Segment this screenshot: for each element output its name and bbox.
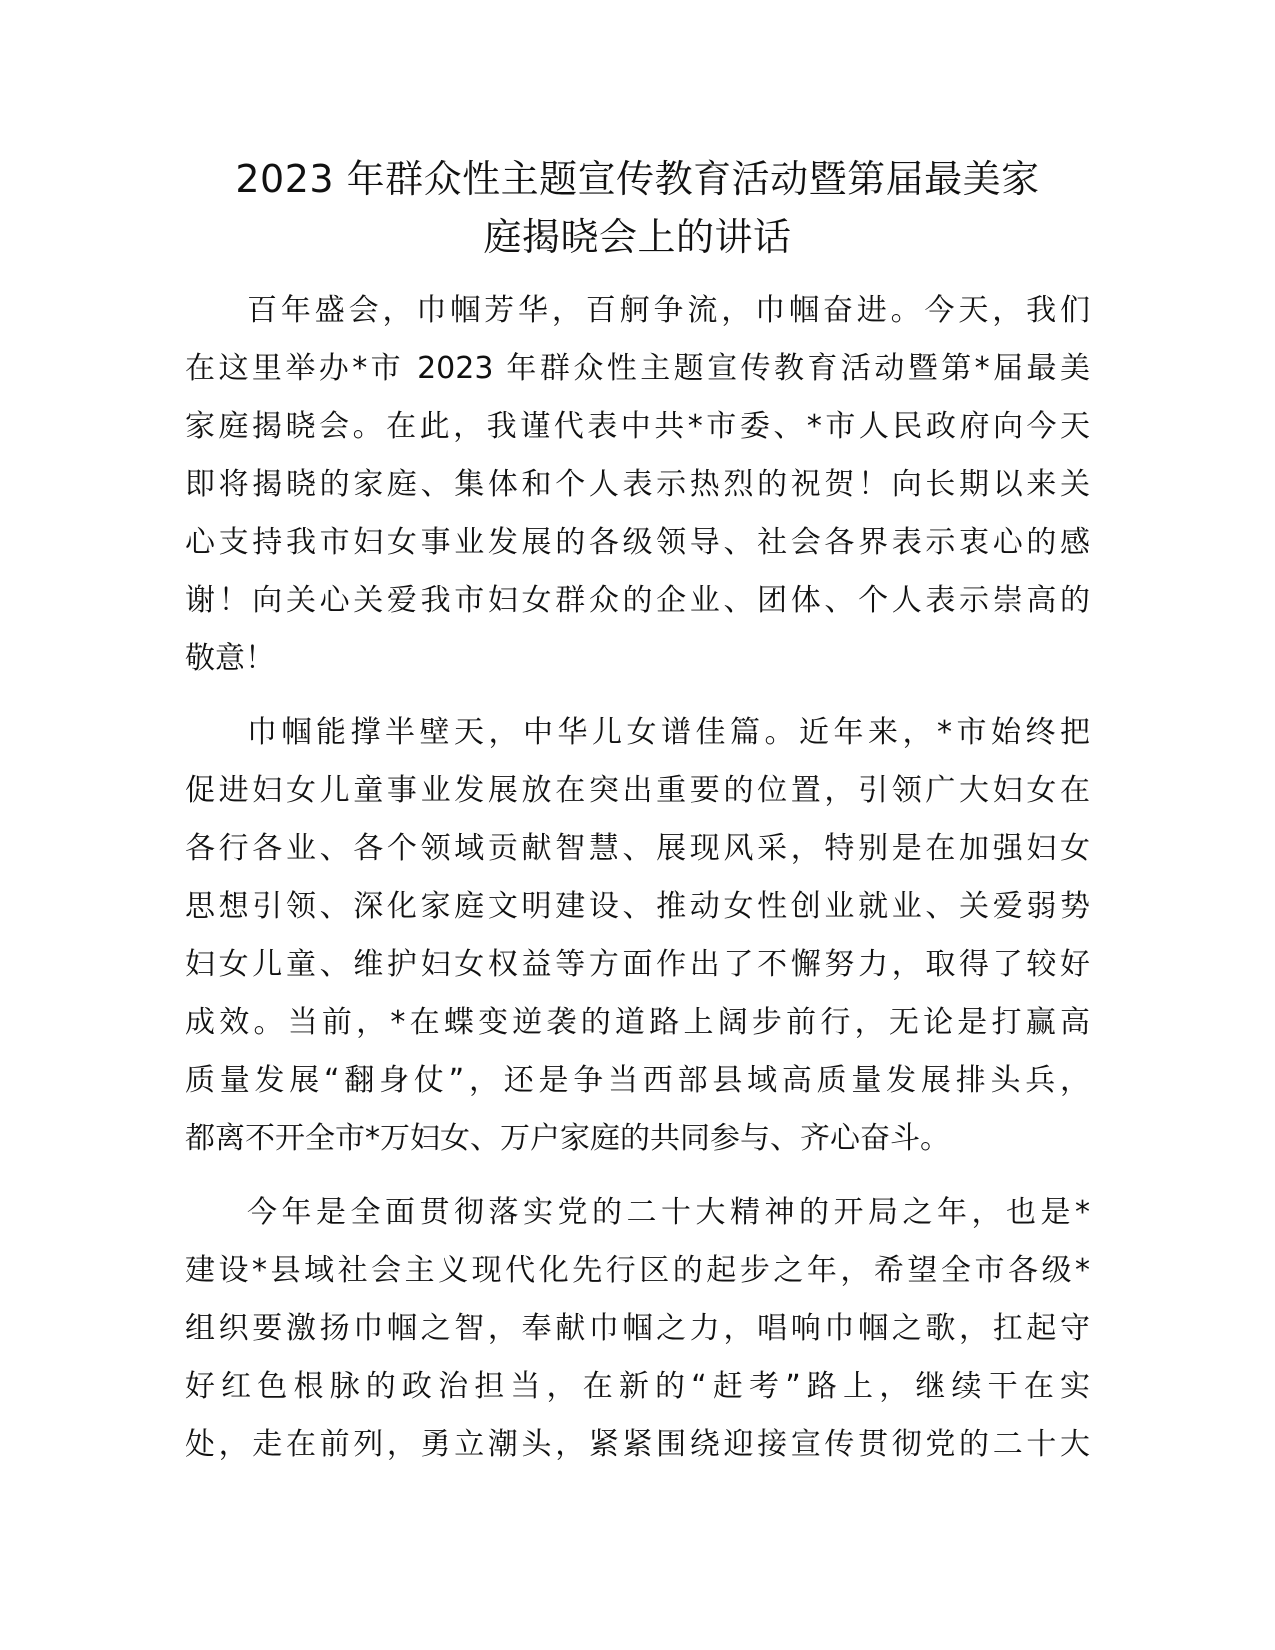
text-line: 百年盛会，巾帼芳华，百舸争流，巾帼奋进。今天，我们 <box>247 293 1090 328</box>
text-line: 心支持我市妇女事业发展的各级领导、社会各界表示衷心的感 <box>185 525 1090 560</box>
text-line: 在这里举办*市 2023 年群众性主题宣传教育活动暨第*届最美 <box>185 351 1090 386</box>
text-line: 都离不开全市*万妇女、万户家庭的共同参与、齐心奋斗。 <box>185 1121 950 1156</box>
text-line: 谢！向关心关爱我市妇女群众的企业、团体、个人表示崇高的 <box>185 583 1090 618</box>
text-line: 巾帼能撑半壁天，中华儿女谱佳篇。近年来，*市始终把 <box>247 715 1090 750</box>
text-line: 促进妇女儿童事业发展放在突出重要的位置，引领广大妇女在 <box>185 773 1090 808</box>
text-line: 处，走在前列，勇立潮头，紧紧围绕迎接宣传贯彻党的二十大 <box>185 1427 1090 1462</box>
text-line: 各行各业、各个领域贡献智慧、展现风采，特别是在加强妇女 <box>185 831 1090 866</box>
text-line: 今年是全面贯彻落实党的二十大精神的开局之年，也是* <box>247 1195 1090 1230</box>
paragraph-3 <box>185 1184 1090 1474</box>
paragraph-2 <box>185 704 1090 1168</box>
text-line: 质量发展“翻身仗”，还是争当西部县域高质量发展排头兵， <box>185 1063 1090 1098</box>
document-title <box>165 150 1110 266</box>
text-line: 组织要激扬巾帼之智，奉献巾帼之力，唱响巾帼之歌，扛起守 <box>185 1311 1090 1346</box>
text-line: 妇女儿童、维护妇女权益等方面作出了不懈努力，取得了较好 <box>185 947 1090 982</box>
text-line: 家庭揭晓会。在此，我谨代表中共*市委、*市人民政府向今天 <box>185 409 1090 444</box>
paragraph-1 <box>185 282 1090 688</box>
document-body <box>185 282 1090 1490</box>
text-line: 思想引领、深化家庭文明建设、推动女性创业就业、关爱弱势 <box>185 889 1090 924</box>
title-line: 庭揭晓会上的讲话 <box>483 215 792 259</box>
text-line: 好红色根脉的政治担当，在新的“赶考”路上，继续干在实 <box>185 1369 1090 1404</box>
text-line: 成效。当前，*在蝶变逆袭的道路上阔步前行，无论是打赢高 <box>185 1005 1090 1040</box>
text-line: 敬意！ <box>185 641 275 676</box>
text-line: 建设*县域社会主义现代化先行区的起步之年，希望全市各级* <box>185 1253 1090 1288</box>
title-line: 2023 年群众性主题宣传教育活动暨第届最美家 <box>235 157 1040 201</box>
text-line: 即将揭晓的家庭、集体和个人表示热烈的祝贺！向长期以来关 <box>185 467 1090 502</box>
